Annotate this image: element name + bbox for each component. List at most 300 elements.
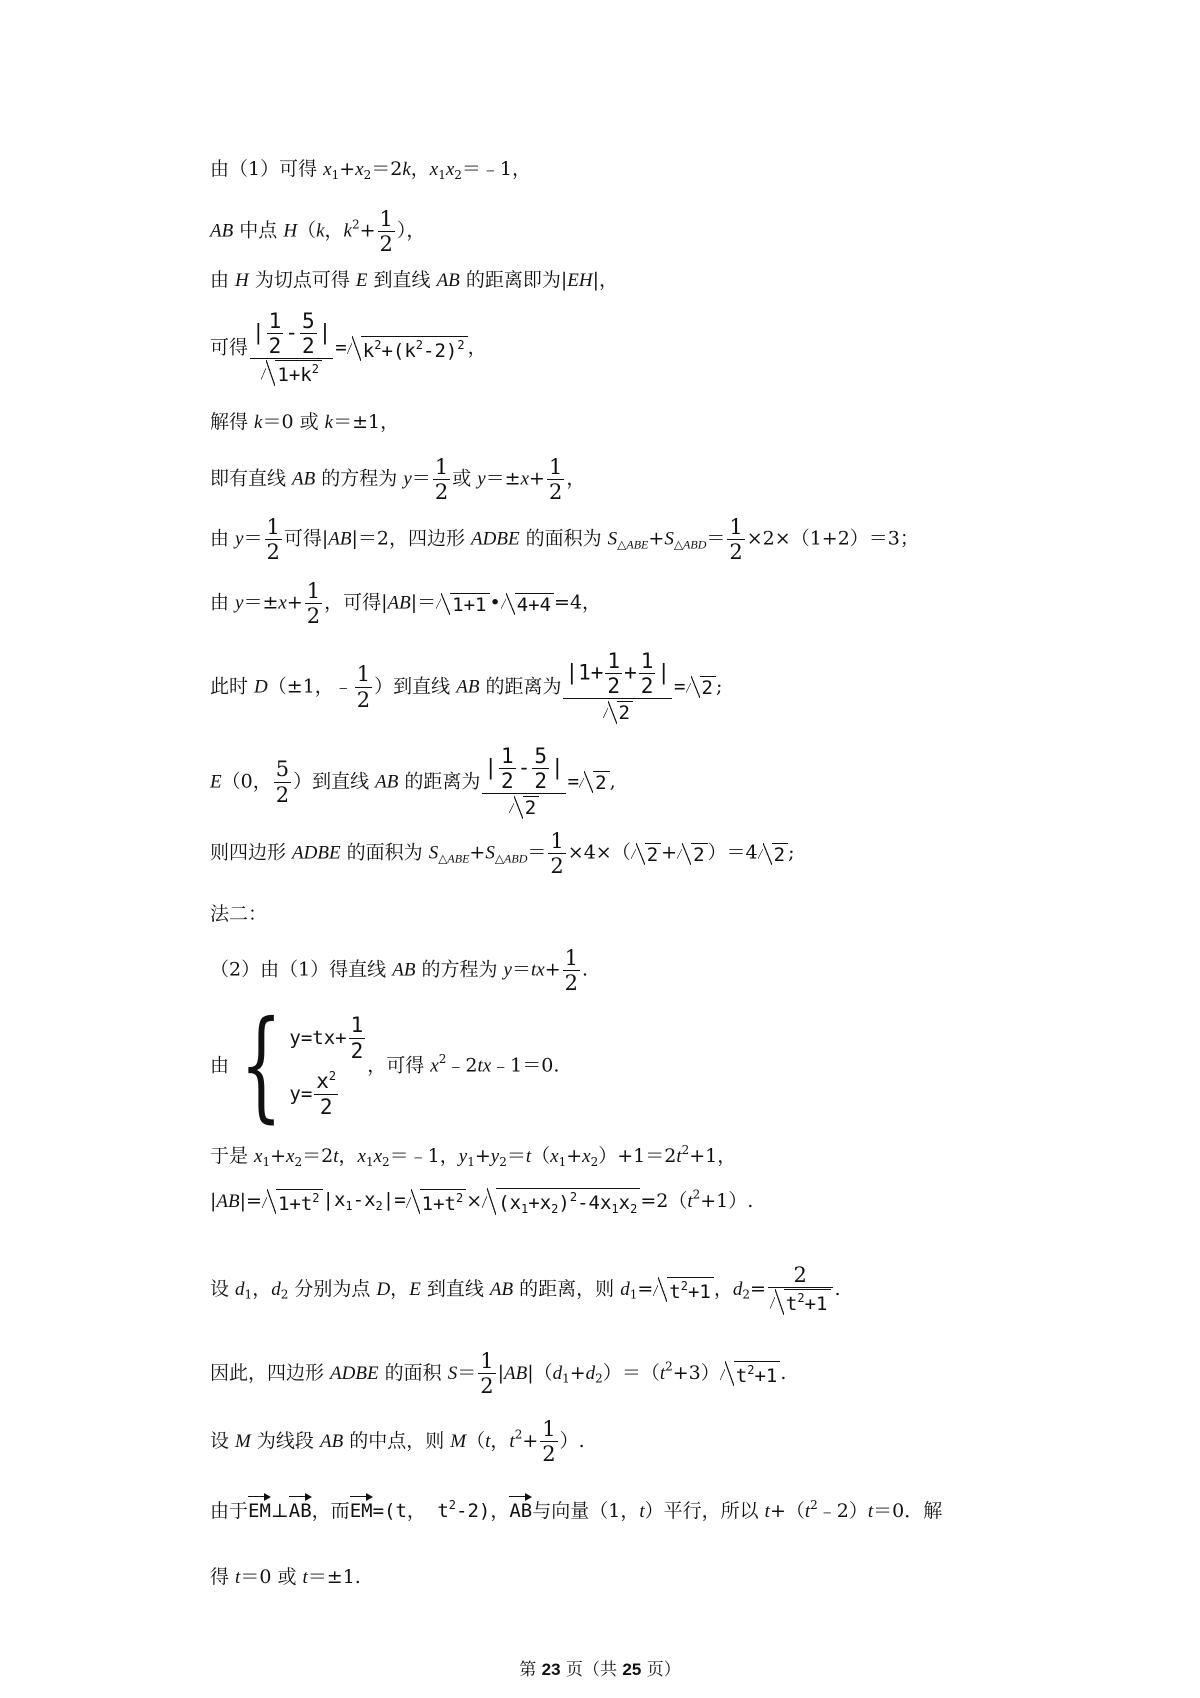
text: 由 xyxy=(210,527,236,550)
text: -4x xyxy=(577,1192,612,1214)
fraction xyxy=(499,745,516,792)
text: =2（ xyxy=(640,1190,688,1212)
text: （ xyxy=(531,1145,551,1167)
text: ; xyxy=(788,841,795,864)
text-line-7 xyxy=(210,516,919,563)
text: + xyxy=(359,219,376,242)
var: d xyxy=(585,1363,596,1385)
text: +3） xyxy=(672,1362,720,1385)
sub: 1 xyxy=(244,1287,253,1302)
var: y xyxy=(477,468,486,490)
sup: 2 xyxy=(351,217,360,232)
dot: • xyxy=(489,591,501,614)
sup: 2 xyxy=(680,1279,688,1293)
var: H xyxy=(283,220,298,242)
text: y= xyxy=(289,1082,313,1105)
fraction xyxy=(639,650,656,697)
perp: ⊥ xyxy=(270,1500,289,1522)
text: ， xyxy=(410,158,430,180)
text-line-16 xyxy=(210,1188,753,1215)
denominator: 2 xyxy=(356,687,371,712)
vector-em: EM xyxy=(248,1494,271,1521)
radicand: t xyxy=(735,1365,748,1388)
var: AB xyxy=(375,771,399,793)
var: EH xyxy=(567,270,593,291)
text: 的面积为 xyxy=(340,841,429,864)
abs-bar: | xyxy=(657,660,671,685)
sup: 2 xyxy=(514,1427,523,1442)
denominator: 2 xyxy=(550,854,564,879)
var: t xyxy=(235,1567,241,1588)
big-fraction xyxy=(482,745,565,819)
text: ＝ xyxy=(506,1145,526,1167)
text: ， xyxy=(252,1278,272,1300)
sub: 2 xyxy=(382,1155,390,1169)
fraction xyxy=(349,1014,366,1061)
fraction xyxy=(274,758,291,805)
text: , xyxy=(609,770,616,793)
var: x xyxy=(355,159,364,180)
var: x xyxy=(550,1146,559,1167)
sup: 2 xyxy=(311,362,319,377)
abs-expr xyxy=(323,1189,406,1211)
radicand: t xyxy=(785,1293,798,1316)
radicand: 2 xyxy=(700,676,716,698)
numerator: 1 xyxy=(350,1013,364,1038)
radicand: +1 xyxy=(687,1281,711,1303)
text: |＝2，四边形 xyxy=(351,527,472,550)
text: ， xyxy=(566,467,586,490)
text: ＝± xyxy=(485,467,521,490)
sup: 2 xyxy=(448,1498,457,1512)
text: ＝0 或 xyxy=(262,411,325,433)
text: 为线段 xyxy=(250,1430,320,1453)
fraction xyxy=(547,456,564,503)
var: E xyxy=(409,1279,421,1300)
text: ＝± xyxy=(243,591,279,614)
denominator: 2 xyxy=(729,540,743,565)
text: （ xyxy=(466,1430,486,1453)
text: 由（1）可得 xyxy=(210,158,324,180)
text: （0， xyxy=(221,770,272,793)
equals: = xyxy=(335,336,347,359)
equals: = xyxy=(567,770,580,793)
var: y xyxy=(458,1146,468,1167)
numerator: 1 xyxy=(548,455,563,479)
text: |＝ xyxy=(410,591,437,614)
text: 由 xyxy=(210,591,236,614)
minus: - xyxy=(285,320,298,345)
sub: 2 xyxy=(375,1199,383,1213)
text: ＝2 xyxy=(371,158,403,180)
denominator: 2 xyxy=(501,769,514,794)
sub: 1 xyxy=(629,1287,638,1302)
sub: 1 xyxy=(345,1199,353,1213)
text: +x xyxy=(528,1192,552,1214)
text: ＝﹣1， xyxy=(461,158,532,180)
radicand: 1+k xyxy=(277,364,312,387)
denominator xyxy=(768,1288,833,1315)
var: AB xyxy=(456,676,480,698)
radicand: +1 xyxy=(804,1293,828,1316)
denominator xyxy=(482,794,565,819)
text: ×2×（1+2）＝3； xyxy=(746,527,919,550)
sub: 2 xyxy=(294,1155,303,1169)
text: 的面积为 xyxy=(519,527,608,550)
text: （2）由（1）得直线 xyxy=(210,958,393,981)
text-line-20 xyxy=(210,1494,942,1521)
fraction xyxy=(305,580,322,627)
text: ， xyxy=(338,1145,358,1167)
text: ＝ xyxy=(243,527,263,550)
radicand: 2 xyxy=(617,701,633,724)
denominator: 2 xyxy=(534,769,548,794)
sup: 2 xyxy=(747,1363,755,1378)
text: 的面积 xyxy=(378,1362,448,1385)
text: （ xyxy=(297,219,317,242)
text: ＝ xyxy=(457,1362,477,1385)
text: 分别为点 xyxy=(288,1278,377,1300)
sub: 2 xyxy=(590,1155,599,1169)
text: 的距离为 xyxy=(479,675,562,698)
sqrt xyxy=(653,1277,714,1302)
text: -2)， xyxy=(456,1500,510,1522)
sqrt xyxy=(262,1189,323,1214)
text: +1， xyxy=(689,1145,737,1167)
text: ，可得| xyxy=(324,591,388,614)
sub: 1 xyxy=(365,1155,374,1169)
equation-system xyxy=(289,1010,367,1122)
text-line-4 xyxy=(210,310,487,386)
text: ，而 xyxy=(311,1500,350,1522)
var: S xyxy=(607,528,618,550)
text: |= xyxy=(239,1190,262,1212)
text: . xyxy=(834,1278,841,1300)
text: 即有直线 xyxy=(210,467,293,490)
sqrt xyxy=(436,593,489,615)
var: t xyxy=(659,1363,666,1385)
sub: 2 xyxy=(280,1287,289,1302)
text-line-11 xyxy=(210,830,795,877)
text: + xyxy=(339,158,356,180)
text: ， xyxy=(390,1278,410,1300)
numerator: 1 xyxy=(729,515,743,539)
big-fraction xyxy=(563,650,672,724)
text: 可得| xyxy=(283,527,329,550)
sqrt xyxy=(482,1188,640,1215)
numerator: 1 xyxy=(306,579,321,603)
text: ＝0．解 xyxy=(873,1500,943,1522)
sup: 2 xyxy=(415,337,423,352)
text: ， xyxy=(467,336,487,359)
var: AB xyxy=(216,1191,240,1212)
var: d xyxy=(552,1363,563,1385)
radicand: 2 xyxy=(523,796,539,819)
var: S xyxy=(664,528,674,550)
text: |， xyxy=(592,269,618,291)
sub: 2 xyxy=(454,168,462,182)
brace: { xyxy=(240,996,283,1135)
var: t xyxy=(509,1431,515,1453)
text: 于是 xyxy=(210,1145,255,1167)
var: y xyxy=(235,592,244,614)
text: = xyxy=(637,1278,654,1300)
text: ）. xyxy=(559,1430,585,1453)
sqrt xyxy=(579,771,609,793)
text: 中点 xyxy=(233,219,284,242)
sub: 1 xyxy=(331,168,340,182)
denominator xyxy=(250,359,333,386)
text: ＝﹣1， xyxy=(389,1145,459,1167)
text: ＝±1， xyxy=(333,411,400,433)
numerator: 1 xyxy=(542,1417,556,1441)
fraction xyxy=(727,516,744,563)
numerator: 1 xyxy=(607,649,621,673)
text: |1+ xyxy=(565,660,604,685)
sup: 2 xyxy=(438,1052,447,1066)
var: k xyxy=(343,220,352,242)
big-fraction xyxy=(250,310,333,386)
text-line-14 xyxy=(210,996,560,1135)
text: +1）. xyxy=(700,1190,754,1212)
text: + xyxy=(529,467,545,490)
text: 由 xyxy=(210,269,236,291)
var: E xyxy=(355,270,368,291)
sub: 2 xyxy=(742,1287,750,1302)
times: × xyxy=(466,1190,483,1212)
sqrt xyxy=(720,1361,781,1386)
sup: 2 xyxy=(665,1359,673,1374)
sqrt xyxy=(501,593,554,615)
fraction xyxy=(433,456,450,503)
text: ）＝（ xyxy=(602,1362,660,1385)
text: x xyxy=(316,1069,329,1094)
radicand: +(k xyxy=(381,339,416,362)
text: 的方程为 xyxy=(315,467,404,490)
text: 与向量（1， xyxy=(532,1500,640,1522)
text-line-17 xyxy=(210,1264,841,1315)
text: ）平行，所以 xyxy=(644,1500,765,1522)
text: 得 xyxy=(210,1566,236,1588)
footer-text: 页） xyxy=(641,1660,681,1680)
radicand: 2 xyxy=(691,843,707,865)
text: + xyxy=(661,841,678,864)
sub: △ABE xyxy=(438,851,470,866)
fraction xyxy=(314,1070,338,1117)
text: -x xyxy=(352,1189,376,1211)
var: t xyxy=(764,1501,770,1522)
text-line-9 xyxy=(210,650,722,724)
text: （±1，﹣ xyxy=(267,675,353,698)
fraction xyxy=(563,947,580,994)
text: x xyxy=(618,1192,631,1214)
radicand: t xyxy=(669,1281,681,1303)
text: ）， xyxy=(396,219,426,242)
numerator: 1 xyxy=(564,946,578,970)
sqrt xyxy=(758,843,788,865)
denominator: 2 xyxy=(548,480,563,505)
text: . xyxy=(582,958,589,981)
var: AB xyxy=(292,468,316,490)
numerator: 1 xyxy=(379,207,393,231)
var: t xyxy=(676,1146,682,1167)
var: E xyxy=(210,771,222,793)
text: 可得 xyxy=(210,336,249,359)
var: ADBE xyxy=(471,528,520,550)
text: ）到直线 xyxy=(374,675,457,698)
radicand: +1 xyxy=(754,1365,778,1388)
text: 由于 xyxy=(210,1500,249,1522)
denominator: 2 xyxy=(301,334,315,359)
denominator: 2 xyxy=(319,1094,333,1119)
sub: △ABE xyxy=(617,537,649,552)
fraction xyxy=(355,663,372,710)
text: + xyxy=(566,1145,583,1167)
text: 到直线 xyxy=(420,1278,490,1300)
footer-text: 第 xyxy=(519,1660,542,1680)
var: S xyxy=(485,842,495,864)
sqrt xyxy=(631,843,661,865)
text: ＝0 或 xyxy=(240,1566,303,1588)
text-line-5 xyxy=(210,413,399,432)
sub: 1 xyxy=(562,1371,570,1386)
numerator: 2 xyxy=(768,1264,833,1288)
sup: 2 xyxy=(374,337,382,352)
sqrt xyxy=(509,796,539,819)
var: AB xyxy=(387,592,411,614)
text: 的距离为 xyxy=(398,770,481,793)
var: H xyxy=(235,270,249,291)
radicand: 4+4 xyxy=(515,593,554,615)
sub: 1 xyxy=(611,1202,619,1216)
text-line-15 xyxy=(210,1144,736,1168)
text-line-1 xyxy=(210,160,531,181)
var: ADBE xyxy=(330,1363,379,1385)
var: t xyxy=(302,1567,308,1588)
var: t xyxy=(687,1191,693,1212)
numerator: 1 xyxy=(268,309,282,333)
var: x xyxy=(430,1055,439,1077)
equation-2 xyxy=(289,1066,367,1122)
text: + xyxy=(469,841,486,864)
var: y xyxy=(403,468,412,490)
text: ﹣2 xyxy=(446,1054,478,1077)
text: ) xyxy=(558,1192,570,1214)
var: x xyxy=(429,159,439,180)
text: |（ xyxy=(527,1362,553,1385)
var: x xyxy=(357,1146,366,1167)
var: tx xyxy=(477,1055,492,1077)
var: d xyxy=(235,1279,245,1300)
denominator: 2 xyxy=(480,1374,494,1399)
text: 设 xyxy=(210,1430,236,1453)
var: AB xyxy=(503,1363,528,1385)
denominator: 2 xyxy=(350,1038,364,1063)
var: x xyxy=(286,1146,295,1167)
text: ＝ xyxy=(527,841,547,864)
text: |x xyxy=(322,1189,346,1211)
var: x xyxy=(323,159,332,180)
sub: △ABD xyxy=(673,537,707,552)
denominator xyxy=(563,699,672,724)
text: (x xyxy=(498,1192,522,1214)
sub: 2 xyxy=(551,1202,559,1216)
text: y=tx+ xyxy=(289,1026,347,1049)
numerator: 5 xyxy=(301,309,315,333)
text: ＝±1. xyxy=(307,1566,361,1588)
text: 到直线 xyxy=(367,269,437,291)
var: t xyxy=(804,1501,811,1522)
sup: 2 xyxy=(692,1187,701,1202)
numerator: 1 xyxy=(434,455,449,479)
numerator xyxy=(314,1070,338,1094)
text: 的距离，则 xyxy=(513,1278,621,1300)
numerator: 1 xyxy=(480,1349,494,1373)
text: 设 xyxy=(210,1278,236,1300)
text-line-19 xyxy=(210,1418,585,1465)
var: k xyxy=(324,412,334,433)
text-line-3 xyxy=(210,271,618,290)
fraction xyxy=(300,310,317,357)
text: 法二： xyxy=(210,903,268,925)
text: | xyxy=(210,1190,217,1212)
denominator: 2 xyxy=(266,540,280,565)
text: 或 xyxy=(452,467,478,490)
vector-em: EM xyxy=(350,1494,373,1521)
sub: 2 xyxy=(363,168,372,182)
denominator: 2 xyxy=(640,674,654,699)
text: + xyxy=(522,1430,539,1453)
text: =(t， t xyxy=(372,1500,449,1522)
sqrt xyxy=(347,336,468,361)
footer-text: 页（共 xyxy=(560,1660,623,1680)
var: x xyxy=(445,159,455,180)
sub: 2 xyxy=(595,1371,603,1386)
numerator: 1 xyxy=(266,515,280,539)
text: ＝ xyxy=(706,527,726,550)
text: + xyxy=(544,958,561,981)
var: x xyxy=(582,1146,591,1167)
abs-bar: | xyxy=(318,320,332,345)
var: AB xyxy=(319,1431,344,1453)
sqrt xyxy=(770,1289,831,1315)
sub: 2 xyxy=(630,1202,638,1216)
sub: 1 xyxy=(558,1155,567,1169)
equals: = xyxy=(674,675,686,698)
text-line-13 xyxy=(210,947,588,994)
denominator: 2 xyxy=(275,782,290,807)
page-number: 23 xyxy=(541,1660,561,1679)
radicand: 1+t xyxy=(421,1193,456,1215)
equation-1 xyxy=(289,1010,367,1066)
text: =4， xyxy=(554,591,602,614)
abs-bar: | xyxy=(252,320,265,345)
text-line-21 xyxy=(210,1568,361,1587)
var: x xyxy=(254,1146,263,1167)
text: |= xyxy=(382,1189,406,1211)
sub: 2 xyxy=(499,1155,507,1169)
vector-value xyxy=(373,1500,510,1522)
text: . xyxy=(780,1362,787,1385)
text: 的距离即为| xyxy=(459,269,568,291)
denominator: 2 xyxy=(306,604,321,629)
text-line-12 xyxy=(210,905,267,924)
var: D xyxy=(376,1279,391,1300)
denominator: 2 xyxy=(542,1442,556,1467)
radicand: 2 xyxy=(772,843,788,865)
sup: 2 xyxy=(455,1191,464,1205)
text-line-2 xyxy=(210,208,425,255)
